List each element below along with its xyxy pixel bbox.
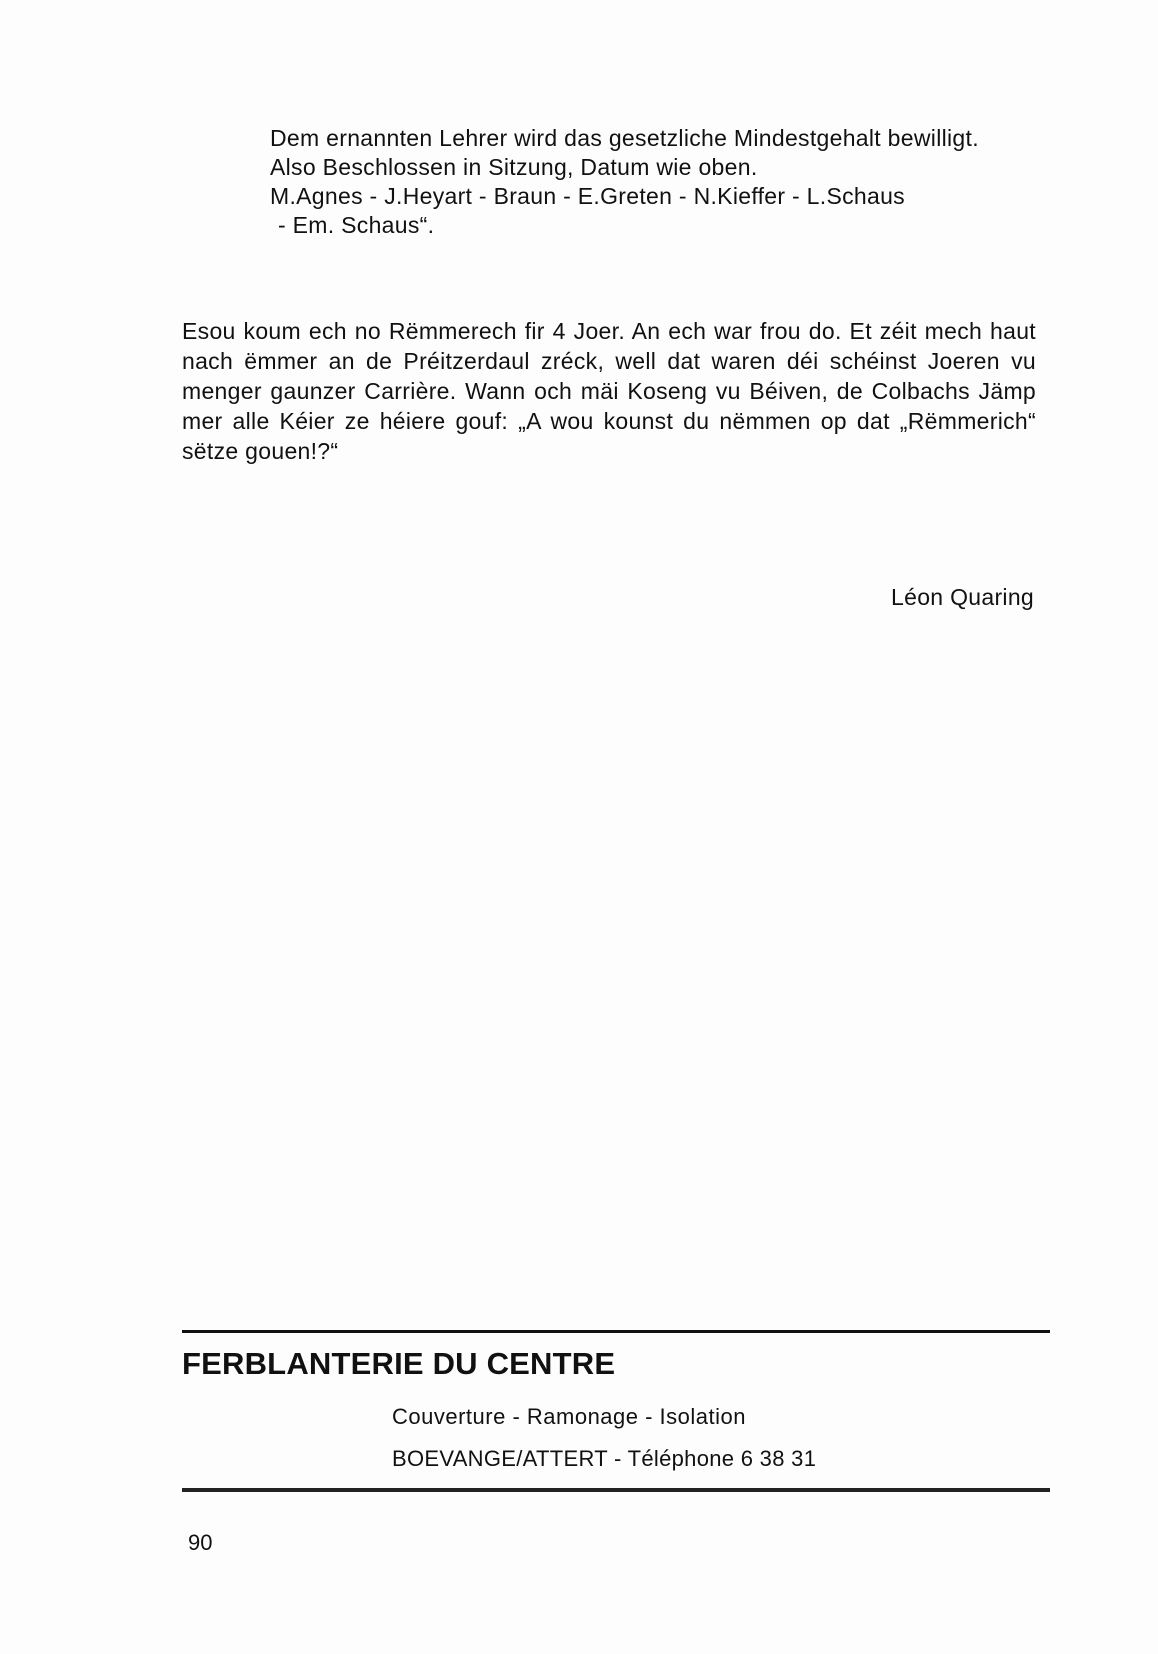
quote-line-session: Also Beschlossen in Sitzung, Datum wie oben. bbox=[270, 154, 758, 180]
ad-bottom-divider bbox=[182, 1488, 1050, 1492]
page-number: 90 bbox=[188, 1530, 213, 1555]
quote-line-signatories: M.Agnes - J.Heyart - Braun - E.Greten - N.Kieffer - L.Schaus bbox=[270, 183, 905, 209]
ad-company-name: FERBLANTERIE DU CENTRE bbox=[182, 1346, 616, 1381]
quote-line-last-signatory: - Em. Schaus“. bbox=[278, 212, 435, 238]
ad-services: Couverture - Ramonage - Isolation bbox=[392, 1404, 746, 1429]
ad-contact: BOEVANGE/ATTERT - Téléphone 6 38 31 bbox=[392, 1446, 817, 1471]
author-signature: Léon Quaring bbox=[891, 584, 1034, 610]
advertisement bbox=[182, 1330, 1050, 1492]
quote-line-salary: Dem ernannten Lehrer wird das gesetzliche Mindestgehalt bewilligt. bbox=[270, 125, 979, 151]
quoted-resolution bbox=[270, 124, 1036, 240]
ad-top-divider bbox=[182, 1330, 1050, 1333]
body-paragraph: Esou koum ech no Rëmmerech fir 4 Joer. An ech war frou do. Et zéit mech haut nach ëmmer an de Préitzerdaul zréck, well dat waren déi schéinst Joeren vu menger gaunzer Carrière. Wann och mäi Koseng vu Béiven, de Colbachs Jämp mer alle Kéier ze héiere gouf: „A wou kounst du nëmmen op dat „Rëmmerich“ sëtze gouen!?“ bbox=[182, 318, 1036, 464]
